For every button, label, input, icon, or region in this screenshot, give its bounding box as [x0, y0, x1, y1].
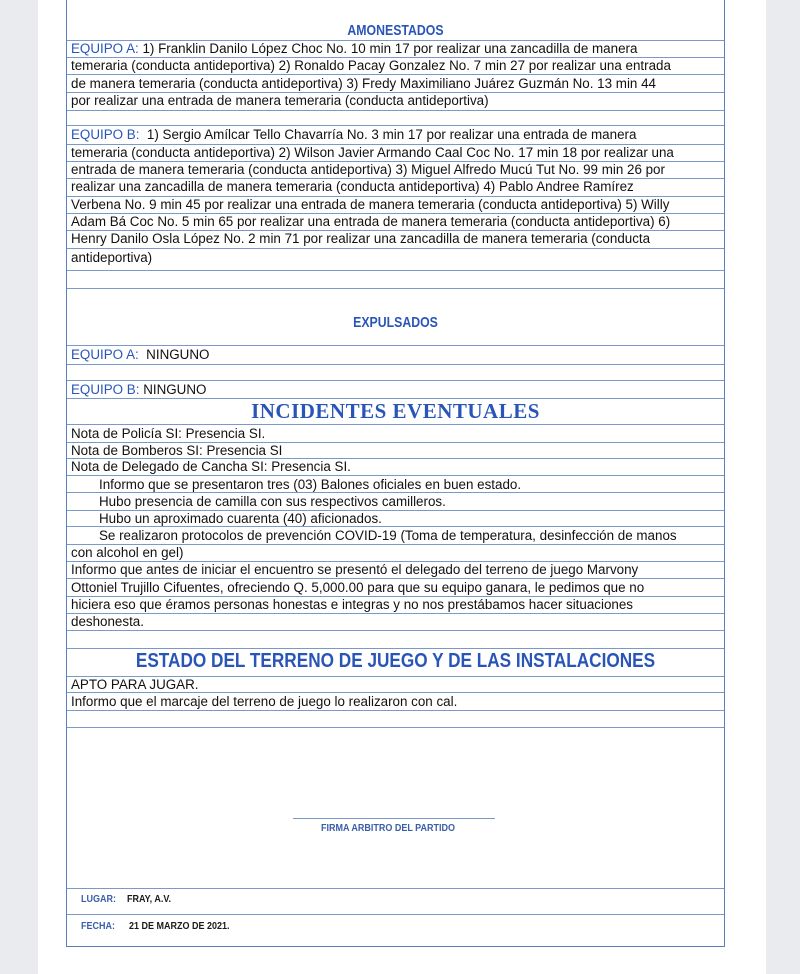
rule: [67, 270, 724, 271]
rule: [67, 727, 724, 728]
incidente-line-3: Nota de Delegado de Cancha SI: Presencia SI.: [71, 459, 351, 474]
rule: [67, 914, 724, 915]
signature-line: [293, 818, 495, 819]
incidente-line-8: con alcohol en gel): [71, 545, 184, 560]
incidente-line-9: Informo que antes de iniciar el encuentro se presentó el delegado del terreno de juego Marvony: [71, 562, 639, 577]
rule: [67, 424, 724, 425]
rule: [67, 110, 724, 111]
expulsados-equipo-a-value: NINGUNO: [146, 347, 210, 362]
referee-report-form: [66, 0, 725, 947]
equipo-a-text: 1) Franklin Danilo López Choc No. 10 min 17 por realizar una zancadilla de manera: [142, 41, 638, 56]
incidente-line-10: Ottoniel Trujillo Cifuentes, ofreciendo Q. 5,000.00 para que su equipo ganara, le pedimos que no: [71, 580, 645, 595]
expulsados-heading: EXPULSADOS: [353, 314, 438, 331]
equipo-b-line-3: entrada de manera temeraria (conducta antideportiva) 3) Miguel Alfredo Mucú Tut No. 99 min 26 por: [71, 162, 665, 177]
equipo-b-line-1: [71, 127, 636, 143]
incidente-line-1: Nota de Policía SI: Presencia SI.: [71, 426, 266, 441]
equipo-b-line-6: Adam Bá Coc No. 5 min 65 por realizar una entrada de manera temeraria (conducta antideportiva) 6): [71, 214, 671, 229]
fecha-value: 21 DE MARZO DE 2021.: [129, 921, 230, 932]
equipo-a-line-2: temeraria (conducta antideportiva) 2) Ronaldo Pacay Gonzalez No. 7 min 27 por realizar una entrada: [71, 58, 671, 73]
rule: [67, 74, 724, 75]
equipo-b-label: EQUIPO B:: [71, 127, 140, 142]
expulsados-equipo-b-value: NINGUNO: [143, 382, 207, 397]
estado-line-1: APTO PARA JUGAR.: [71, 677, 199, 692]
equipo-b-line-7: Henry Danilo Osla López No. 2 min 71 por realizar una zancadilla de manera temeraria (conducta: [71, 231, 651, 246]
estado-line-2: Informo que el marcaje del terreno de juego lo realizaron con cal.: [71, 694, 458, 709]
incidentes-heading: INCIDENTES EVENTUALES: [251, 399, 540, 423]
document-page: [38, 0, 766, 974]
incidente-line-11: hiciera eso que éramos personas honestas e integras y no nos prestábamos hacer situaciones: [71, 597, 633, 612]
equipo-b-line-5: Verbena No. 9 min 45 por realizar una entrada de manera temeraria (conducta antideportiva) 5) Willy: [71, 197, 670, 212]
rule: [67, 475, 724, 476]
rule: [67, 630, 724, 631]
amonestados-heading: AMONESTADOS: [347, 22, 444, 39]
equipo-b-line-2: temeraria (conducta antideportiva) 2) Wilson Javier Armando Caal Coc No. 17 min 18 por realizar una: [71, 145, 674, 160]
equipo-b-text: 1) Sergio Amílcar Tello Chavarría No. 3 min 17 por realizar una entrada de manera: [146, 127, 637, 142]
rule: [67, 710, 724, 711]
rule: [67, 648, 724, 649]
incidente-line-6: Hubo un aproximado cuarenta (40) aficionados.: [99, 511, 382, 526]
equipo-a-label: EQUIPO A:: [71, 41, 139, 56]
incidente-line-7: Se realizaron protocolos de prevención COVID-19 (Toma de temperatura, desinfección de manos: [99, 528, 677, 543]
rule: [67, 380, 724, 381]
equipo-a-line-3: de manera temeraria (conducta antideportiva) 3) Fredy Maximiliano Juárez Guzmán No. 13 min 44: [71, 76, 656, 91]
rule: [67, 613, 724, 614]
expulsados-equipo-b-label: EQUIPO B:: [71, 382, 140, 397]
rule: [67, 288, 724, 289]
rule: [67, 248, 724, 249]
incidente-line-5: Hubo presencia de camilla con sus respectivos camilleros.: [99, 494, 446, 509]
lugar-value: FRAY, A.V.: [127, 894, 172, 905]
equipo-a-line-4: por realizar una entrada de manera temeraria (conducta antideportiva): [71, 93, 489, 108]
lugar-label: LUGAR:: [81, 894, 117, 905]
incidente-line-12: deshonesta.: [71, 614, 144, 629]
equipo-b-line-8: antideportiva): [71, 250, 153, 265]
incidente-line-2: Nota de Bomberos SI: Presencia SI: [71, 443, 283, 458]
rule: [67, 888, 724, 889]
rule: [67, 578, 724, 579]
expulsados-equipo-a-label: EQUIPO A:: [71, 347, 139, 362]
estado-heading: ESTADO DEL TERRENO DE JUEGO Y DE LAS INSTALACIONES: [135, 650, 656, 672]
fecha-label: FECHA:: [81, 921, 116, 932]
rule: [67, 364, 724, 365]
rule: [67, 345, 724, 346]
expulsados-equipo-b: [71, 382, 206, 398]
firma-label: FIRMA ARBITRO DEL PARTIDO: [321, 823, 456, 834]
expulsados-equipo-a: [71, 347, 209, 363]
equipo-b-line-4: realizar una zancadilla de manera temeraria (conducta antideportiva) 4) Pablo Andree Ramírez: [71, 179, 634, 194]
rule: [67, 125, 724, 126]
equipo-a-line-1: [71, 41, 637, 57]
incidente-line-4: Informo que se presentaron tres (03) Balones oficiales en buen estado.: [99, 477, 522, 492]
